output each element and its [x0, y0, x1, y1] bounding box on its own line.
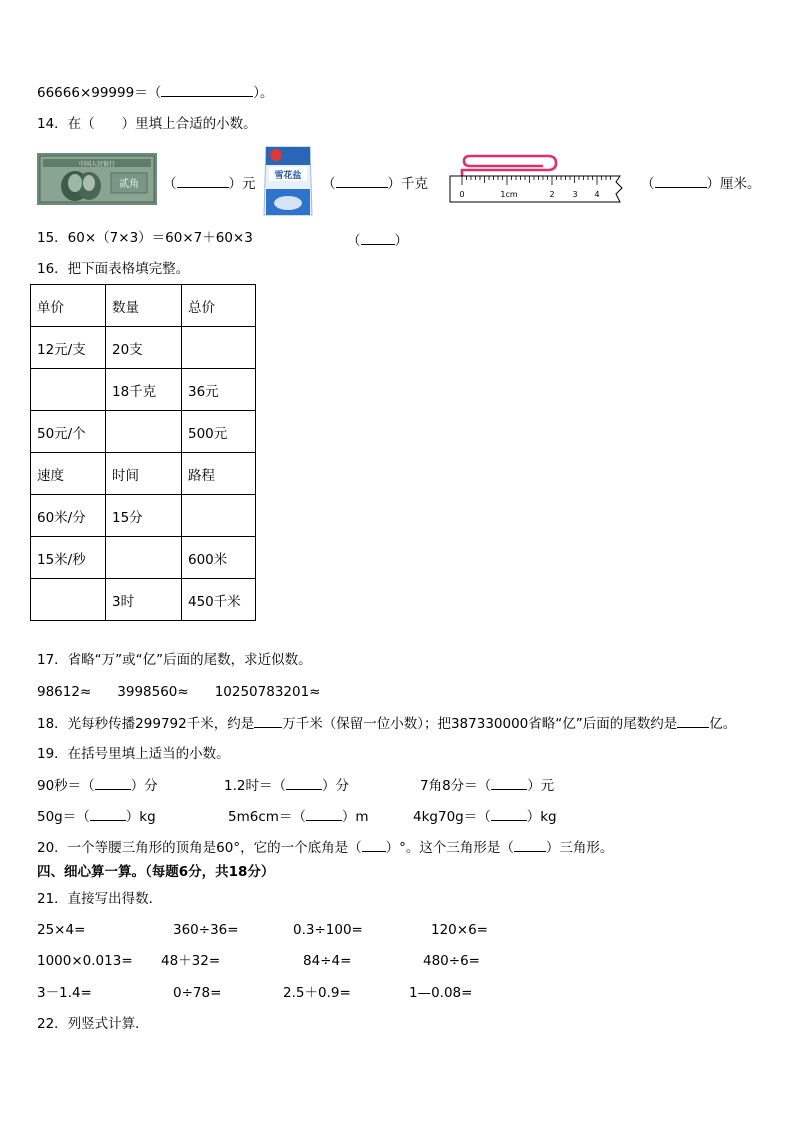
table-cell-blank[interactable]	[182, 327, 256, 369]
q20-blank-1[interactable]	[362, 838, 386, 852]
q21-problem[interactable]: 120×6=	[431, 922, 488, 938]
q21-problem[interactable]: 2.5＋0.9=	[283, 985, 351, 1001]
svg-text:1cm: 1cm	[500, 190, 518, 199]
table-cell: 18千克	[106, 369, 182, 411]
table-cell: 3时	[106, 579, 182, 621]
table-row	[31, 495, 256, 537]
q20-blank-2[interactable]	[514, 838, 546, 852]
svg-text:雪花盐: 雪花盐	[274, 171, 302, 181]
q15-expression: 15．60×（7×3）＝60×7＋60×3	[37, 230, 253, 246]
question-17-title: 17．省略“万”或“亿”后面的尾数，求近似数。	[37, 652, 312, 668]
q14-item2-blank[interactable]: （ ）千克	[322, 176, 428, 192]
q13-expression: 66666×99999＝（	[37, 85, 162, 101]
question-17-items	[37, 683, 321, 701]
table-cell-blank[interactable]	[31, 579, 106, 621]
q19-item[interactable]: 5m6cm＝（ ）m	[228, 809, 369, 825]
table-cell: 数量	[106, 285, 182, 327]
table-cell: 450千米	[182, 579, 256, 621]
table-cell-blank[interactable]	[106, 537, 182, 579]
q18-blank-1[interactable]	[254, 714, 282, 728]
table-cell: 15米/秒	[31, 537, 106, 579]
question-14-title: 14．在（ ）里填上合适的小数。	[37, 116, 257, 132]
table-cell-blank[interactable]	[182, 495, 256, 537]
table-cell: 50元/个	[31, 411, 106, 453]
question-16-title: 16．把下面表格填完整。	[37, 261, 190, 277]
q16-fill-table	[30, 284, 256, 621]
question-18: 18．光每秒传播299792千米，约是 万千米（保留一位小数）；把387330000省略“亿”后面的尾数约是 亿。	[37, 716, 737, 732]
table-cell: 20支	[106, 327, 182, 369]
question-21-title: 21．直接写出得数．	[37, 891, 163, 907]
q19-item[interactable]: 4kg70g＝（ ）kg	[413, 809, 557, 825]
question-19-title: 19．在括号里填上适当的小数。	[37, 746, 230, 762]
section-4-heading: 四、细心算一算。（每题6分，共18分）	[37, 864, 275, 880]
q21-problem[interactable]: 84÷4=	[303, 953, 352, 969]
table-row	[31, 537, 256, 579]
table-cell: 路程	[182, 453, 256, 495]
table-row	[31, 453, 256, 495]
question-22-title: 22．列竖式计算．	[37, 1016, 149, 1032]
svg-text:2: 2	[549, 190, 555, 199]
table-cell: 单价	[31, 285, 106, 327]
table-cell-blank[interactable]	[31, 369, 106, 411]
table-cell: 15分	[106, 495, 182, 537]
q18-blank-2[interactable]	[677, 714, 709, 728]
question-15	[37, 229, 253, 247]
table-cell: 36元	[182, 369, 256, 411]
table-row	[31, 579, 256, 621]
q21-problem[interactable]: 480÷6=	[423, 953, 480, 969]
svg-text:0: 0	[459, 190, 465, 199]
banknote-image	[37, 153, 157, 205]
table-cell-blank[interactable]	[106, 411, 182, 453]
q21-problem[interactable]: 48＋32=	[161, 953, 221, 969]
svg-text:中国人民银行: 中国人民银行	[78, 161, 116, 168]
q21-problem[interactable]: 0÷78=	[173, 985, 222, 1001]
table-cell: 总价	[182, 285, 256, 327]
table-row	[31, 369, 256, 411]
q21-problem[interactable]: 1—0.08=	[409, 985, 473, 1001]
salt-bag-image	[262, 141, 314, 219]
table-row	[31, 285, 256, 327]
q13-answer-blank[interactable]	[161, 83, 253, 97]
q17-item[interactable]: 98612≈	[37, 684, 92, 700]
table-row	[31, 411, 256, 453]
table-cell: 速度	[31, 453, 106, 495]
q21-problem[interactable]: 360÷36=	[173, 922, 239, 938]
ruler-paperclip-image	[448, 152, 628, 208]
q21-problem[interactable]: 25×4=	[37, 922, 86, 938]
table-cell: 500元	[182, 411, 256, 453]
svg-text:4: 4	[594, 190, 600, 199]
svg-text:贰角: 贰角	[119, 179, 139, 190]
question-20: 20．一个等腰三角形的顶角是60°，它的一个底角是（ ）°。这个三角形是（ ）三角形。	[37, 840, 614, 856]
q21-problem[interactable]: 3－1.4=	[37, 985, 92, 1001]
table-cell: 60米/分	[31, 495, 106, 537]
q14-item1-blank[interactable]: （ ）元	[163, 176, 256, 192]
table-row	[31, 327, 256, 369]
q17-item[interactable]: 10250783201≈	[214, 684, 321, 700]
q21-problem[interactable]: 0.3÷100=	[293, 922, 363, 938]
table-cell: 600米	[182, 537, 256, 579]
q14-item3-blank[interactable]: （ ）厘米。	[641, 176, 761, 192]
q17-item[interactable]: 3998560≈	[117, 684, 189, 700]
q19-item[interactable]: 50g＝（ ）kg	[37, 809, 156, 825]
svg-text:3: 3	[572, 190, 578, 199]
question-13: 66666×99999＝（ ）。	[37, 85, 274, 101]
table-cell: 时间	[106, 453, 182, 495]
q19-item[interactable]: 90秒＝（ ）分	[37, 778, 158, 794]
q19-item[interactable]: 7角8分＝（ ）元	[420, 778, 555, 794]
table-cell: 12元/支	[31, 327, 106, 369]
q21-problem[interactable]: 1000×0.013=	[37, 953, 133, 969]
q15-judge-blank[interactable]: （ ）	[347, 233, 408, 249]
q19-item[interactable]: 1.2时＝（ ）分	[224, 778, 349, 794]
